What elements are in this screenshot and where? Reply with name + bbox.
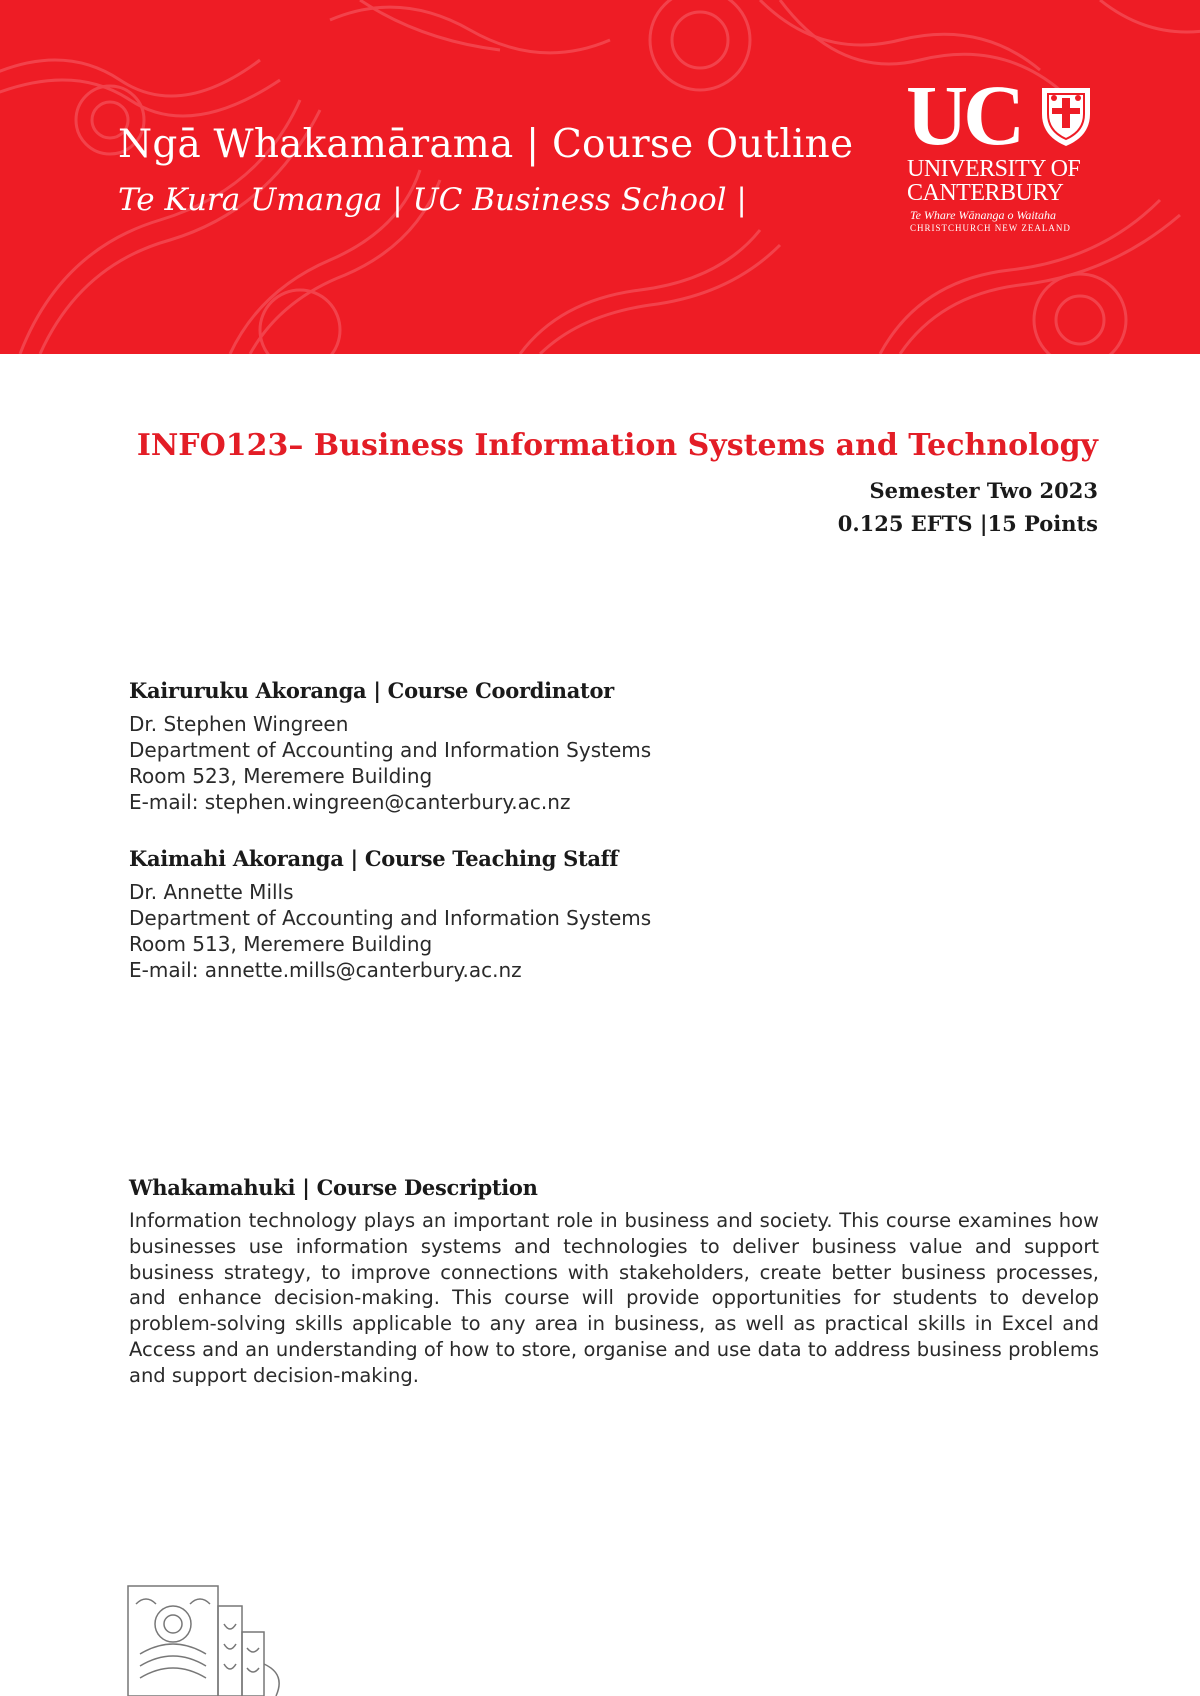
logo-maori-name: Te Whare Wānanga o Waitaha <box>910 208 1057 222</box>
logo-line-canterbury: CANTERBURY <box>907 180 1064 206</box>
description-text: Information technology plays an important role in business and society. This course examines how businesses use information systems and technologies to deliver business value and support business strategy, to improve connections with stakeholders, create better business processes, and enhance decision-making. This course will provide opportunities for students to develop problem-solving skills applicable to any area in business, as well as practical skills in Excel and Access and an understanding of how to store, organise and use data to address business problems and support decision-making. <box>129 1209 1099 1387</box>
logo-mark: UC <box>906 67 1021 163</box>
teaching-staff-room: Room 513, Meremere Building <box>129 932 433 956</box>
coordinator-email[interactable]: E-mail: stephen.wingreen@canterbury.ac.nz <box>129 790 571 814</box>
logo-location: CHRISTCHURCH NEW ZEALAND <box>910 223 1071 233</box>
teaching-staff-department: Department of Accounting and Information Systems <box>129 906 652 930</box>
header-title: Ngā Whakamārama | Course Outline <box>118 122 854 167</box>
university-logo <box>906 67 1096 236</box>
coordinator-department: Department of Accounting and Information Systems <box>129 738 652 762</box>
course-title: INFO123– Business Information Systems and Technology <box>136 428 1098 463</box>
logo-line-university-of: UNIVERSITY OF <box>907 156 1081 182</box>
coordinator-name: Dr. Stephen Wingreen <box>129 712 349 736</box>
description-section <box>129 1175 1099 1389</box>
teaching-staff-name: Dr. Annette Mills <box>129 880 294 904</box>
teaching-staff-heading: Kaimahi Akoranga | Course Teaching Staff <box>129 846 619 871</box>
header-band <box>0 0 1200 354</box>
header-subtitle: Te Kura Umanga | UC Business School | <box>118 182 747 218</box>
description-heading: Whakamahuki | Course Description <box>129 1175 538 1200</box>
university-crest-icon <box>1038 84 1094 148</box>
course-credits: 0.125 EFTS |15 Points <box>837 511 1098 536</box>
teaching-staff-section <box>129 846 1099 983</box>
carved-panel-icon <box>126 1584 296 1696</box>
course-meta <box>838 474 1098 540</box>
coordinator-section <box>129 678 1099 815</box>
coordinator-heading: Kairuruku Akoranga | Course Coordinator <box>129 678 614 703</box>
course-semester: Semester Two 2023 <box>869 478 1098 503</box>
coordinator-room: Room 523, Meremere Building <box>129 764 433 788</box>
teaching-staff-email[interactable]: E-mail: annette.mills@canterbury.ac.nz <box>129 958 522 982</box>
